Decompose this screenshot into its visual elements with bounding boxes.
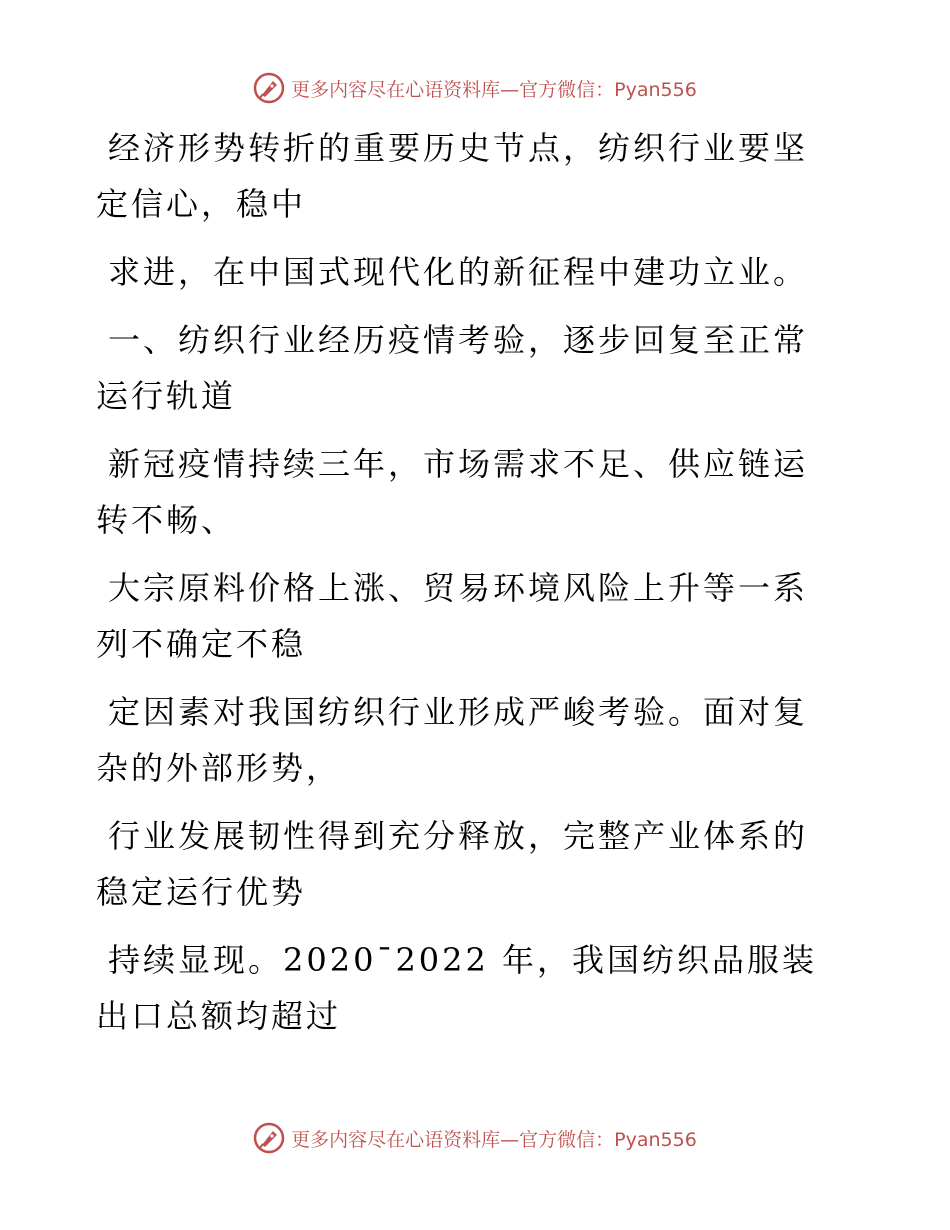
paragraph: 一、纺织行业经历疫情考验，逐步回复至正常运行轨道 — [96, 321, 809, 415]
footer-banner — [0, 1122, 950, 1154]
paragraph: 行业发展韧性得到充分释放，完整产业体系的稳定运行优势 — [96, 817, 809, 911]
paragraph: 经济形势转折的重要历史节点，纺织行业要坚定信心，稳中 — [96, 129, 809, 223]
paragraph: 大宗原料价格上涨、贸易环境风险上升等一系列不确定不稳 — [96, 569, 809, 663]
document-body — [96, 120, 836, 1056]
header-text: 更多内容尽在心语资料库—官方微信：Pyan556 — [291, 78, 697, 101]
pen-nib-logo-icon — [253, 72, 285, 104]
paragraph: 持续显现。2020¯2022 年，我国纺织品服装出口总额均超过 — [96, 941, 818, 1035]
paragraph: 定因素对我国纺织行业形成严峻考验。面对复杂的外部形势， — [96, 693, 809, 787]
header-banner — [0, 72, 950, 104]
pen-nib-logo-icon — [253, 1122, 285, 1154]
paragraph: 求进，在中国式现代化的新征程中建功立业。 — [108, 253, 809, 291]
paragraph: 新冠疫情持续三年，市场需求不足、供应链运转不畅、 — [96, 445, 809, 539]
footer-text: 更多内容尽在心语资料库—官方微信：Pyan556 — [291, 1128, 697, 1151]
